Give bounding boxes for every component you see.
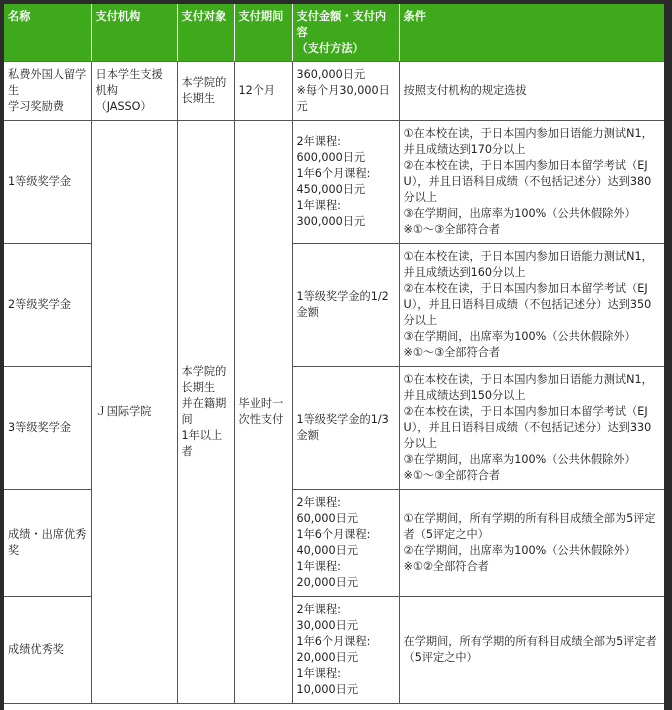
header-org: 支付机构 <box>91 4 177 62</box>
scholarship-table-page <box>4 4 664 710</box>
table-row <box>4 62 664 121</box>
row-name: 私费外国人留学生 学习奖励费 <box>4 62 91 121</box>
row-period: 12个月 <box>234 62 292 121</box>
header-name: 名称 <box>4 4 91 62</box>
row-amount: 2年课程: 600,000日元 1年6个月课程: 450,000日元 1年课程: 300,000日元 <box>292 121 399 244</box>
row-condition: ①在本校在读，于日本国内参加日语能力测试N1，并且成绩达到160分以上 ②在本校在读，于日本国内参加日本留学考试（EJU），并且日语科目成绩（不包括记述分）达到350分以上 ③在学期间，出席率为100%（公共休假除外） ※①～③全部符合者 <box>399 244 664 367</box>
row-name: 成绩・出席优秀奖 <box>4 490 91 597</box>
header-amount: 支付金额・支付内容 （支付方法） <box>292 4 399 62</box>
header-row <box>4 4 664 62</box>
row-amount: 2年课程: 30,000日元 1年6个月课程: 20,000日元 1年课程: 10,000日元 <box>292 597 399 704</box>
row-amount: 360,000日元 ※每个月30,000日元 <box>292 62 399 121</box>
header-target: 支付对象 <box>177 4 234 62</box>
row-condition: ①在本校在读，于日本国内参加日语能力测试N1，并且成绩达到170分以上 ②在本校在读，于日本国内参加日本留学考试（EJU），并且日语科目成绩（不包括记述分）达到380分以上 ③在学期间，出席率为100%（公共休假除外） ※①～③全部符合者 <box>399 121 664 244</box>
row-condition: 在学期间，所有学期的所有科目成绩全部为5评定者（5评定之中） <box>399 597 664 704</box>
row-amount: 1等级奖学金的1/2金额 <box>292 244 399 367</box>
row-condition: ①在本校在读，于日本国内参加日语能力测试N1，并且成绩达到150分以上 ②在本校在读，于日本国内参加日本留学考试（EJU），并且日语科目成绩（不包括记述分）达到330分以上 ③在学期间，出席率为100%（公共休假除外） ※①～③全部符合者 <box>399 367 664 490</box>
row-name: 3等级奖学金 <box>4 367 91 490</box>
shared-org: Ｊ国际学院 <box>91 121 177 704</box>
scholarship-table <box>4 4 664 704</box>
row-org: 日本学生支援机构 （JASSO） <box>91 62 177 121</box>
table-row <box>4 121 664 244</box>
shared-period: 毕业时一次性支付 <box>234 121 292 704</box>
row-condition: ①在学期间，所有学期的所有科目成绩全部为5评定者（5评定之中） ②在学期间，出席率为100%（公共休假除外） ※①②全部符合者 <box>399 490 664 597</box>
row-name: 成绩优秀奖 <box>4 597 91 704</box>
row-amount: 1等级奖学金的1/3金额 <box>292 367 399 490</box>
shared-target: 本学院的 长期生 并在籍期间 1年以上者 <box>177 121 234 704</box>
header-period: 支付期间 <box>234 4 292 62</box>
row-name: 1等级奖学金 <box>4 121 91 244</box>
header-condition: 条件 <box>399 4 664 62</box>
row-target: 本学院的 长期生 <box>177 62 234 121</box>
row-name: 2等级奖学金 <box>4 244 91 367</box>
row-amount: 2年课程: 60,000日元 1年6个月课程: 40,000日元 1年课程: 20,000日元 <box>292 490 399 597</box>
row-condition: 按照支付机构的规定选拔 <box>399 62 664 121</box>
